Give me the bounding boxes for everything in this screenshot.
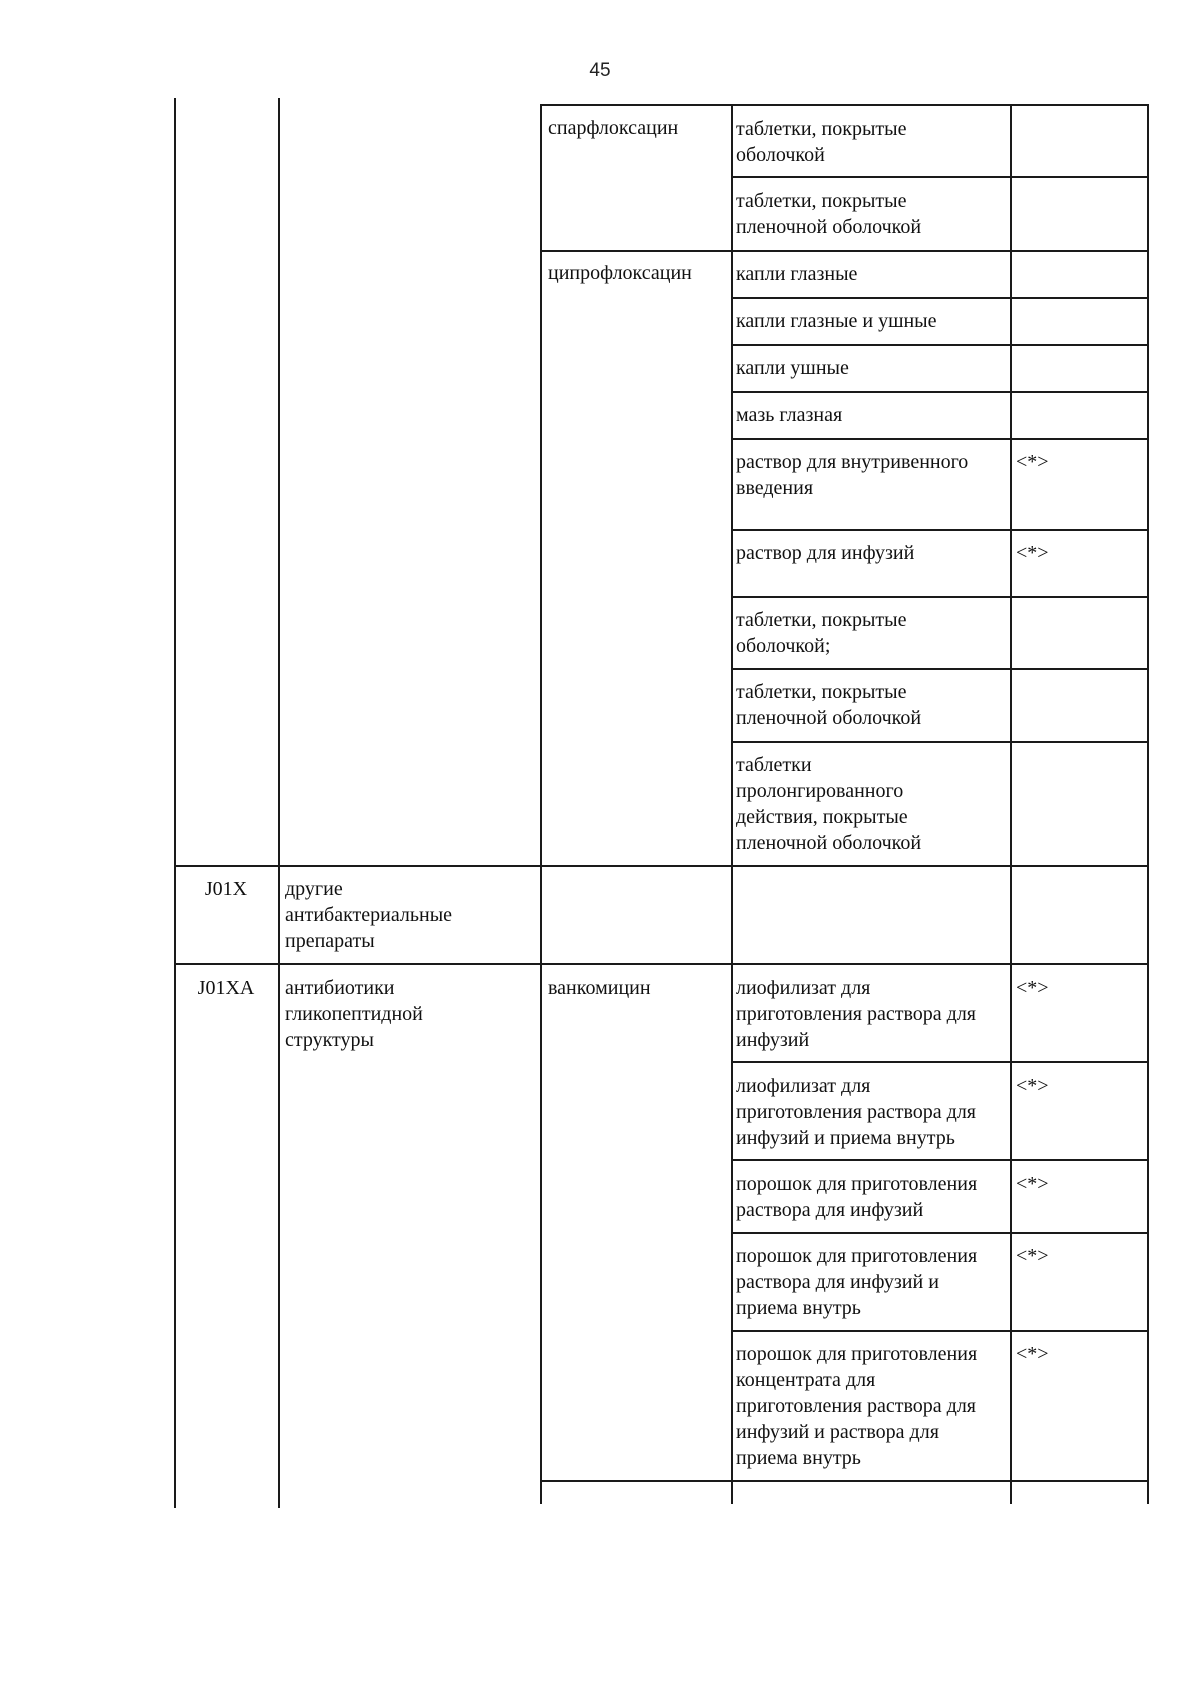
dosage-form: таблетки, покрытые оболочкой; xyxy=(736,609,907,657)
table-border-form-mark xyxy=(1010,104,1012,1504)
dispensing-mark: <*> xyxy=(1016,977,1049,999)
drug-name: спарфлоксацин xyxy=(548,117,679,139)
dispensing-mark: <*> xyxy=(1016,1245,1049,1267)
table-border-right xyxy=(1147,104,1149,1504)
row-divider xyxy=(174,865,1148,867)
row-divider xyxy=(731,344,1148,346)
dosage-form: порошок для приготовления концентрата для приготовления раствора для инфузий и раствора для приема внутрь xyxy=(736,1343,978,1469)
dispensing-mark: <*> xyxy=(1016,1075,1049,1097)
table-top-border xyxy=(540,104,1148,106)
dosage-form: лиофилизат для приготовления раствора для инфузий и приема внутрь xyxy=(736,1075,976,1149)
page-number: 45 xyxy=(589,60,611,81)
dosage-form: раствор для инфузий xyxy=(736,542,915,564)
dosage-form: капли ушные xyxy=(736,357,849,379)
row-divider xyxy=(731,1159,1148,1161)
table-border-group-drug xyxy=(540,104,542,1504)
row-divider xyxy=(731,438,1148,440)
table-border-code-group xyxy=(278,98,280,1508)
row-divider xyxy=(731,741,1148,743)
dispensing-mark: <*> xyxy=(1016,451,1049,473)
row-divider xyxy=(731,1232,1148,1234)
row-divider xyxy=(731,297,1148,299)
dosage-form: лиофилизат для приготовления раствора для инфузий xyxy=(736,977,976,1051)
atc-group-name: антибиотики гликопептидной структуры xyxy=(285,977,423,1051)
row-divider xyxy=(731,529,1148,531)
dosage-form: капли глазные xyxy=(736,263,858,285)
atc-group-name: другие антибактериальные препараты xyxy=(285,878,453,952)
dispensing-mark: <*> xyxy=(1016,1173,1049,1195)
atc-code: J01XA xyxy=(197,977,255,999)
row-divider xyxy=(731,1330,1148,1332)
drug-name: ципрофлоксацин xyxy=(548,262,692,284)
dispensing-mark: <*> xyxy=(1016,542,1049,564)
dosage-form: порошок для приготовления раствора для инфузий xyxy=(736,1173,978,1221)
atc-code: J01X xyxy=(204,878,248,900)
row-divider xyxy=(731,391,1148,393)
table-bottom-border xyxy=(540,1480,1148,1482)
table-border-left xyxy=(174,98,176,1508)
drug-name: ванкомицин xyxy=(548,977,651,999)
dispensing-mark: <*> xyxy=(1016,1343,1049,1365)
dosage-form: таблетки, покрытые пленочной оболочкой xyxy=(736,190,922,238)
dosage-form: таблетки пролонгированного действия, покрытые пленочной оболочкой xyxy=(736,754,922,854)
table-border-drug-form xyxy=(731,104,733,1504)
row-divider xyxy=(540,250,1148,252)
dosage-form: таблетки, покрытые оболочкой xyxy=(736,118,907,166)
row-divider xyxy=(174,963,1148,965)
row-divider xyxy=(731,176,1148,178)
dosage-form: раствор для внутривенного введения xyxy=(736,451,969,499)
dosage-form: мазь глазная xyxy=(736,404,843,426)
dosage-form: порошок для приготовления раствора для инфузий и приема внутрь xyxy=(736,1245,978,1319)
dosage-form: капли глазные и ушные xyxy=(736,310,937,332)
row-divider xyxy=(731,668,1148,670)
dosage-form: таблетки, покрытые пленочной оболочкой xyxy=(736,681,922,729)
row-divider xyxy=(731,596,1148,598)
row-divider xyxy=(731,1061,1148,1063)
